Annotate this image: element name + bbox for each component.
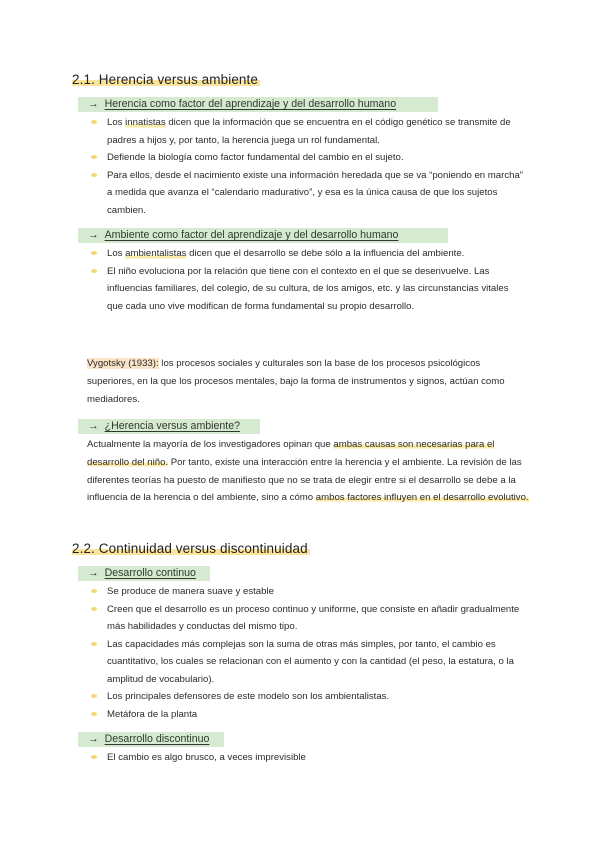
herencia-list [87,114,527,219]
bullet-icon [91,251,97,255]
section-title-2-1: 2.1. Herencia versus ambiente [72,72,258,87]
list-item: Los principales defensores de este modelo son los ambientalistas. [87,688,532,706]
list-item: Para ellos, desde el nacimiento existe una información heredada que se va “poniendo en marcha” a medida que avanza el “calendario madurativo”, y esa es la única causa de que los sujetos cambien. [87,167,527,220]
subheading-discontinuo: → Desarrollo discontinuo [78,732,224,747]
list-item: Creen que el desarrollo es un proceso continuo y uniforme, que consiste en añadir gradualmente más habilidades y conductas del mismo tipo. [87,601,532,636]
bullet-icon [91,120,97,124]
subheading-ambiente: → Ambiente como factor del aprendizaje y del desarrollo humano [78,228,448,243]
bullet-icon [91,694,97,698]
bullet-icon [91,589,97,593]
ambiente-list [87,245,527,315]
arrow-icon: → [88,733,99,745]
section-title-2-2: 2.2. Continuidad versus discontinuidad [72,541,308,556]
list-item: El cambio es algo brusco, a veces imprevisible [87,749,532,767]
continuo-list [87,583,532,723]
list-item: Metáfora de la planta [87,706,532,724]
bullet-icon [91,712,97,716]
subheading-herencia: → Herencia como factor del aprendizaje y del desarrollo humano [78,97,438,112]
arrow-icon: → [88,567,99,579]
bullet-icon [91,155,97,159]
bullet-icon [91,269,97,273]
bullet-icon [91,173,97,177]
bullet-icon [91,607,97,611]
bullet-icon [91,755,97,759]
subheading-continuo: → Desarrollo continuo [78,566,210,581]
arrow-icon: → [88,98,99,110]
vygotsky-paragraph: Vygotsky (1933): los procesos sociales y culturales son la base de los procesos psicológicos superiores, en la que los procesos mentales, bajo la forma de instrumentos y signos, actúan como mediadores. [87,358,505,405]
list-item: Las capacidades más complejas son la suma de otras más simples, por tanto, el cambio es cuantitativo, los cuales se relacionan con el aumento y con la cantidad (el peso, la estatura, o la amplitud de vocabulario). [87,636,532,689]
list-item: El niño evoluciona por la relación que tiene con el contexto en el que se desenvuelve. Las influencias familiares, del colegio, de su cultura, de los amigos, etc. y las circunstancias vitales que cada uno vive modifican de forma fundamental su propio desarrollo. [87,263,527,316]
subheading-versus: → ¿Herencia versus ambiente? [78,419,260,434]
list-item: Se produce de manera suave y estable [87,583,532,601]
arrow-icon: → [88,229,99,241]
list-item: Los innatistas dicen que la información que se encuentra en el código genético se transmite de padres a hijos y, por tanto, la herencia juega un rol fundamental. [87,114,527,149]
versus-paragraph: Actualmente la mayoría de los investigadores opinan que ambas causas son necesarias para el desarrollo del niño. Por tanto, existe una interacción entre la herencia y el ambiente. La revisión de las diferentes teorías ha puesto de manifiesto que no se trata de elegir entre si el desarrollo se debe a la influencia de la herencia o del ambiente, sino a cómo ambos factores influyen en el desarrollo evolutivo. [87,439,529,504]
bullet-icon [91,642,97,646]
list-item: Defiende la biología como factor fundamental del cambio en el sujeto. [87,149,527,167]
arrow-icon: → [88,420,99,432]
list-item: Los ambientalistas dicen que el desarrollo se debe sólo a la influencia del ambiente. [87,245,527,263]
discontinuo-list [87,749,532,767]
